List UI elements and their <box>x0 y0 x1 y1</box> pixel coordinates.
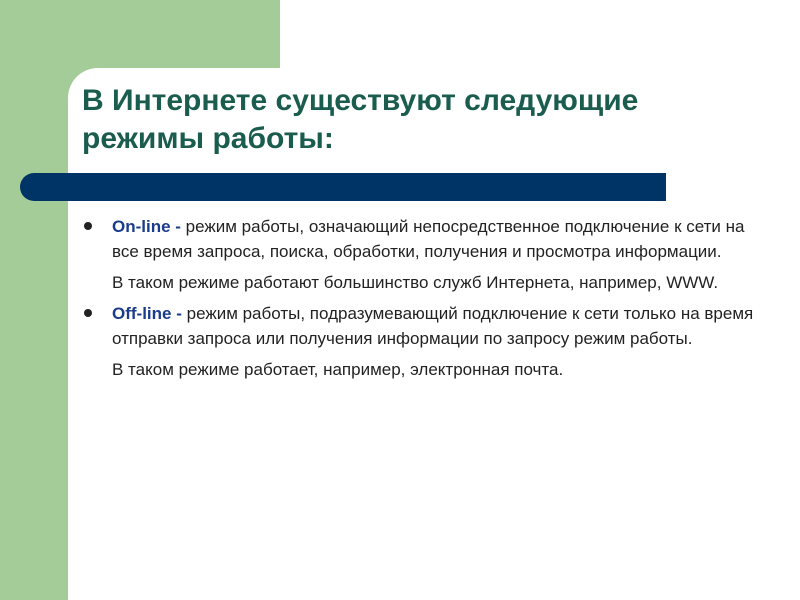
bullet-item-offline <box>84 301 764 351</box>
term-dash: - <box>171 304 187 323</box>
slide-title <box>82 82 772 158</box>
bullet-text-online: режим работы, означающий непосредственное подключение к сети на все время запроса, поиска, обработки, получения и просмотра информации. <box>112 217 745 261</box>
term-offline: Off-line <box>112 304 172 323</box>
bullet-dot-icon <box>84 222 92 230</box>
slide-title-line-2: режимы работы: <box>82 122 334 155</box>
note-offline: В таком режиме работает, например, электронная почта. <box>112 360 564 379</box>
slide-title-line-1: В Интернете существуют следующие <box>82 84 639 117</box>
bullet-dot-icon <box>84 309 92 317</box>
slide-body <box>84 214 764 382</box>
note-online: В таком режиме работают большинство служб Интернета, например, WWW. <box>112 273 719 292</box>
term-online: On-line <box>112 217 171 236</box>
bullet-item-online <box>84 214 764 264</box>
bullet-text-offline: режим работы, подразумевающий подключение к сети только на время отправки запроса или получения информации по запросу режим работы. <box>112 304 754 348</box>
title-divider-bar <box>20 173 666 201</box>
term-dash: - <box>170 217 186 236</box>
